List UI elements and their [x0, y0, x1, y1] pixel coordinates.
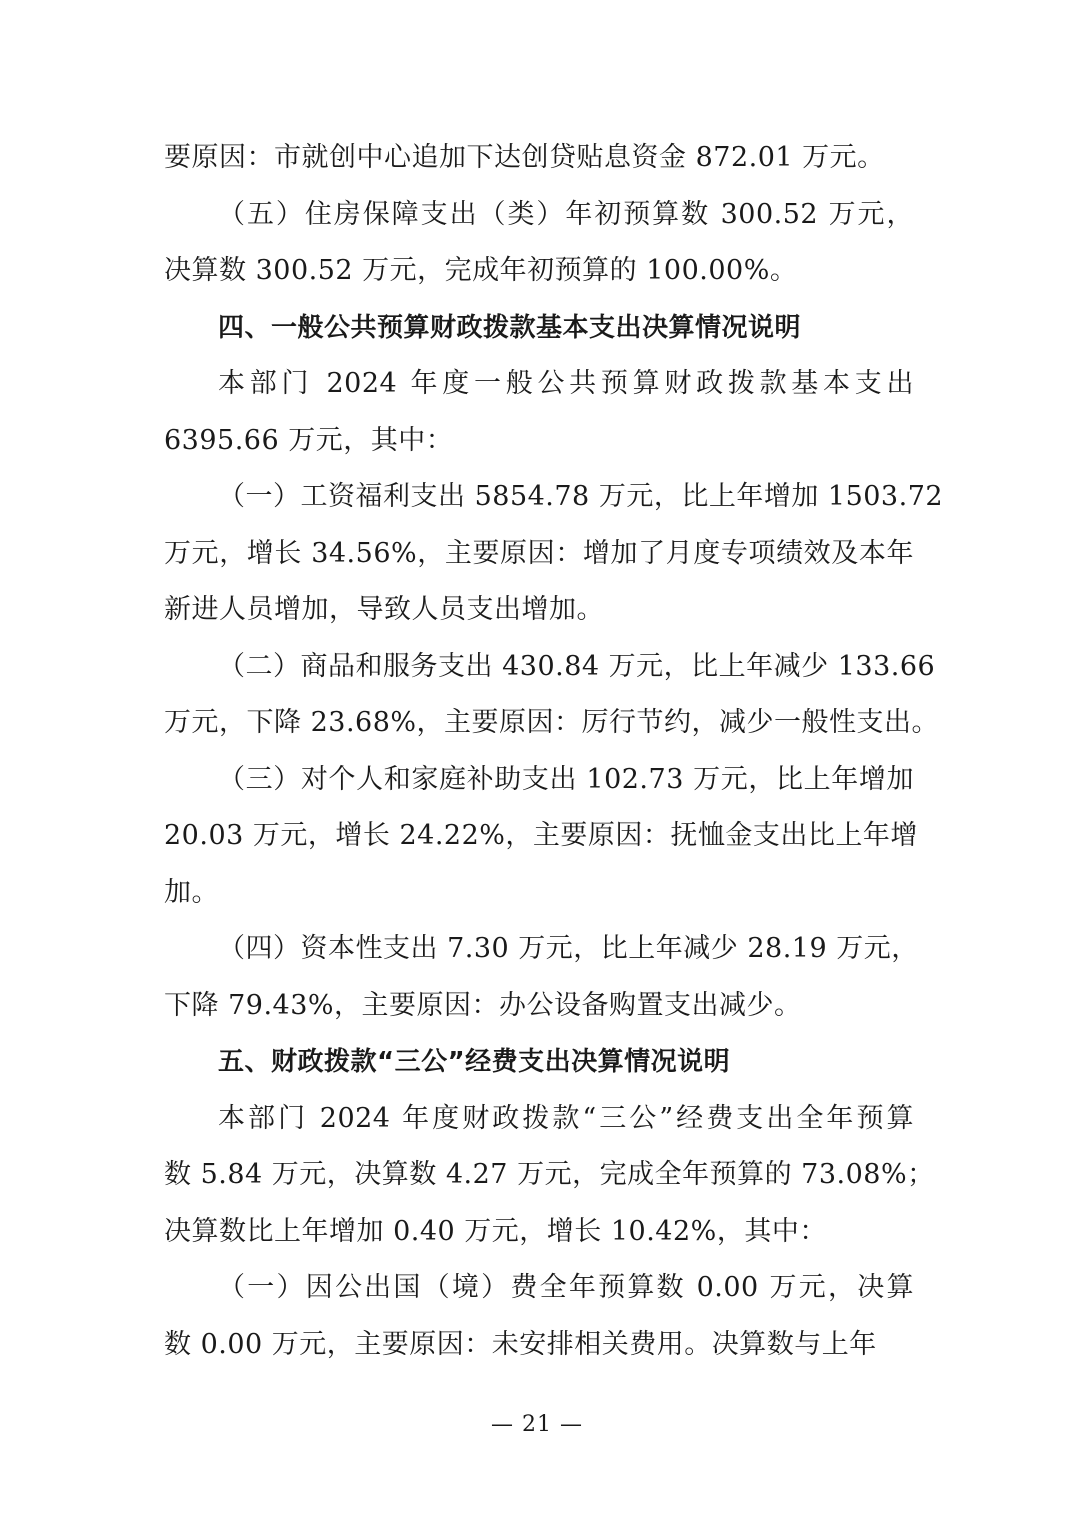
paragraph-line: 数 0.00 万元，主要原因：未安排相关费用。决算数与上年 [164, 1328, 877, 1360]
paragraph-line: （一）工资福利支出 5854.78 万元，比上年增加 1503.72 [218, 481, 944, 512]
paragraph-line: 要原因：市就创中心追加下达创贷贴息资金 872.01 万元。 [164, 142, 885, 173]
paragraph-line: 加。 [164, 876, 219, 908]
paragraph-line: （二）商品和服务支出 430.84 万元，比上年减少 133.66 [218, 650, 936, 682]
paragraph-line: 决算数比上年增加 0.40 万元，增长 10.42%，其中： [164, 1215, 827, 1247]
paragraph-line: 新进人员增加，导致人员支出增加。 [164, 594, 604, 625]
paragraph-line: 万元，下降 23.68%，主要原因：厉行节约，减少一般性支出。 [164, 707, 940, 738]
paragraph-line: （三）对个人和家庭补助支出 102.73 万元，比上年增加 [218, 763, 914, 795]
document-body [164, 130, 944, 1373]
paragraph-line: 万元，增长 34.56%，主要原因：增加了月度专项绩效及本年 [164, 537, 914, 569]
paragraph-line: 决算数 300.52 万元，完成年初预算的 100.00%。 [164, 255, 798, 286]
paragraph-line: 20.03 万元，增长 24.22%，主要原因：抚恤金支出比上年增 [164, 820, 918, 851]
paragraph-line: 数 5.84 万元，决算数 4.27 万元，完成全年预算的 73.08%； [164, 1159, 935, 1190]
paragraph-line: 本部门 2024 年度财政拨款“三公”经费支出全年预算 [218, 1102, 914, 1134]
paragraph-line: 6395.66 万元，其中： [164, 424, 454, 456]
paragraph-line: 本部门 2024 年度一般公共预算财政拨款基本支出 [218, 368, 914, 399]
paragraph-line: （一）因公出国（境）费全年预算数 0.00 万元，决算 [218, 1272, 914, 1303]
page-number: — 21 — [491, 1412, 583, 1437]
section-heading: 五、财政拨款“三公”经费支出决算情况说明 [218, 1047, 731, 1077]
paragraph-line: 下降 79.43%，主要原因：办公设备购置支出减少。 [164, 989, 802, 1021]
section-heading: 四、一般公共预算财政拨款基本支出决算情况说明 [218, 312, 802, 343]
paragraph-line: （五）住房保障支出（类）年初预算数 300.52 万元， [218, 198, 914, 230]
paragraph-line: （四）资本性支出 7.30 万元，比上年减少 28.19 万元， [218, 933, 919, 964]
